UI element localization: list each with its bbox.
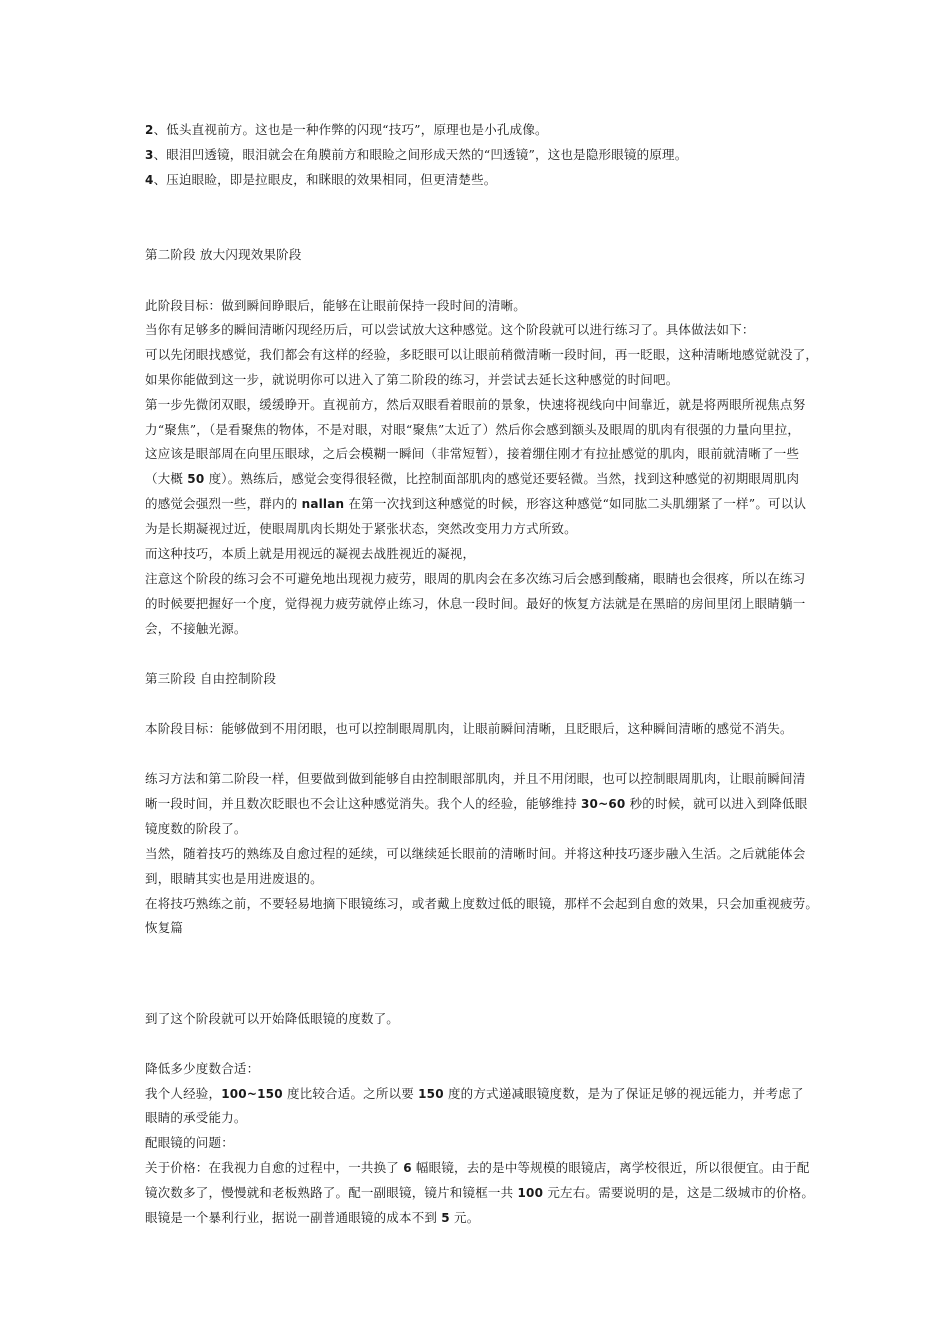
section-heading: 恢复篇 bbox=[145, 920, 184, 935]
paragraph: 到了这个阶段就可以开始降低眼镜的度数了。 bbox=[145, 1011, 400, 1026]
paragraph-line: 会，不接触光源。 bbox=[145, 621, 247, 636]
paragraph-line: 眼睛的承受能力。 bbox=[145, 1110, 247, 1125]
bold-number: 50 bbox=[187, 472, 205, 486]
text-run: （大概 bbox=[145, 471, 188, 486]
bold-number: 100 bbox=[517, 1186, 544, 1200]
text-run: 在第一次找到这种感觉的时候，形容这种感觉“如同肱二头肌绷紧了一样”。可以认 bbox=[344, 496, 807, 511]
paragraph: 当你有足够多的瞬间清晰闪现经历后，可以尝试放大这种感觉。这个阶段就可以进行练习了。具体做法如下： bbox=[145, 322, 755, 337]
paragraph-line bbox=[145, 1185, 815, 1201]
text-run: 秒的时候，就可以进入到降低眼 bbox=[625, 796, 808, 811]
paragraph-line: 的时候要把握好一个度，觉得视力疲劳就停止练习，休息一段时间。最好的恢复方法就是在黑暗的房间里闭上眼睛躺一 bbox=[145, 596, 806, 611]
paragraph-line bbox=[145, 796, 810, 812]
text-run: 元。 bbox=[449, 1210, 480, 1225]
text-run: 我个人经验， bbox=[145, 1086, 222, 1101]
list-text: 、眼泪凹透镜，眼泪就会在角膜前方和眼睑之间形成天然的“凹透镜”，这也是隐形眼镜的原理。 bbox=[153, 147, 688, 162]
text-run: 度比较合适。之所以要 bbox=[282, 1086, 419, 1101]
list-item bbox=[145, 147, 810, 163]
text-run: 度）。熟练后，感觉会变得很轻微，比控制面部肌肉的感觉还要轻微。当然，找到这种感觉的初期眼周肌肉 bbox=[204, 471, 800, 486]
paragraph: 此阶段目标：做到瞬间睁眼后，能够在让眼前保持一段时间的清晰。 bbox=[145, 298, 527, 313]
section-heading: 第二阶段 放大闪现效果阶段 bbox=[145, 247, 302, 262]
paragraph-line bbox=[145, 496, 810, 512]
bold-number: 30~60 bbox=[580, 797, 626, 811]
list-number: 3 bbox=[145, 148, 154, 162]
text-run: 元左右。需要说明的是，这是二级城市的价格。 bbox=[543, 1185, 815, 1200]
paragraph-line: 第一步先微闭双眼，缓缓睁开。直视前方，然后双眼看着眼前的景象，快速将视线向中间靠近，就是将两眼所视焦点努 bbox=[145, 397, 806, 412]
text-run: 晰一段时间，并且数次眨眼也不会让这种感觉消失。我个人的经验，能够维持 bbox=[145, 796, 581, 811]
paragraph-line: 如果你能做到这一步，就说明你可以进入了第二阶段的练习，并尝试去延长这种感觉的时间吧。 bbox=[145, 372, 679, 387]
question-heading: 降低多少度数合适： bbox=[145, 1061, 260, 1076]
paragraph-line: 到，眼睛其实也是用进废退的。 bbox=[145, 871, 323, 886]
question-heading: 配眼镜的问题： bbox=[145, 1135, 234, 1150]
bold-number: 5 bbox=[441, 1211, 450, 1225]
text-run: 镜次数多了，慢慢就和老板熟路了。配一副眼镜，镜片和镜框一共 bbox=[145, 1185, 518, 1200]
list-item bbox=[145, 122, 810, 138]
paragraph-line: 镜度数的阶段了。 bbox=[145, 821, 247, 836]
bold-name: nallan bbox=[301, 497, 345, 511]
list-text: 、低头直视前方。这也是一种作弊的闪现“技巧”，原理也是小孔成像。 bbox=[153, 122, 548, 137]
bold-number: 150 bbox=[418, 1087, 444, 1101]
paragraph-line bbox=[145, 1160, 810, 1176]
text-run: 关于价格：在我视力自愈的过程中，一共换了 bbox=[145, 1160, 404, 1175]
paragraph-line: 力“聚焦”，（是看聚焦的物体，不是对眼，对眼“聚焦”太近了）然后你会感到额头及眼周的肌肉有很强的力量向里拉， bbox=[145, 422, 801, 437]
text-run: 度的方式递减眼镜度数，是为了保证足够的视远能力，并考虑了 bbox=[443, 1086, 804, 1101]
text-run: 幅眼镜，去的是中等规模的眼镜店，离学校很近，所以很便宜。由于配 bbox=[411, 1160, 810, 1175]
bold-number: 100~150 bbox=[221, 1087, 283, 1101]
text-run: 眼镜是一个暴利行业，据说一副普通眼镜的成本不到 bbox=[145, 1210, 442, 1225]
paragraph-line: 这应该是眼部周在向里压眼球，之后会模糊一瞬间（非常短暂），接着绷住刚才有拉扯感觉的肌肉，眼前就清晰了一些 bbox=[145, 446, 800, 461]
paragraph-line: 可以先闭眼找感觉，我们都会有这样的经验，多眨眼可以让眼前稍微清晰一段时间，再一眨眼，这种清晰地感觉就没了， bbox=[145, 347, 819, 362]
paragraph-line: 注意这个阶段的练习会不可避免地出现视力疲劳，眼周的肌肉会在多次练习后会感到酸痛，眼睛也会很疼，所以在练习 bbox=[145, 571, 806, 586]
list-item bbox=[145, 172, 810, 188]
bold-number: 6 bbox=[403, 1161, 412, 1175]
paragraph-line bbox=[145, 471, 810, 487]
paragraph-line bbox=[145, 1086, 810, 1102]
list-number: 4 bbox=[145, 173, 154, 187]
paragraph-line bbox=[145, 1210, 810, 1226]
paragraph-line: 为是长期凝视过近，使眼周肌肉长期处于紧张状态，突然改变用力方式所致。 bbox=[145, 521, 577, 536]
list-number: 2 bbox=[145, 123, 154, 137]
section-heading: 第三阶段 自由控制阶段 bbox=[145, 671, 277, 686]
paragraph: 在将技巧熟练之前，不要轻易地摘下眼镜练习，或者戴上度数过低的眼镜，那样不会起到自愈的效果，只会加重视疲劳。 bbox=[145, 896, 819, 911]
paragraph-line: 练习方法和第二阶段一样，但要做到做到能够自由控制眼部肌肉，并且不用闭眼，也可以控制眼周肌肉，让眼前瞬间清 bbox=[145, 771, 806, 786]
list-text: 、压迫眼睑，即是拉眼皮，和眯眼的效果相同，但更清楚些。 bbox=[153, 172, 497, 187]
paragraph: 本阶段目标：能够做到不用闭眼，也可以控制眼周肌肉，让眼前瞬间清晰，且眨眼后，这种瞬间清晰的感觉不消失。 bbox=[145, 721, 793, 736]
paragraph: 而这种技巧，本质上就是用视远的凝视去战胜视近的凝视， bbox=[145, 546, 476, 561]
text-run: 的感觉会强烈一些，群内的 bbox=[145, 496, 302, 511]
paragraph-line: 当然，随着技巧的熟练及自愈过程的延续，可以继续延长眼前的清晰时间。并将这种技巧逐步融入生活。之后就能体会 bbox=[145, 846, 806, 861]
